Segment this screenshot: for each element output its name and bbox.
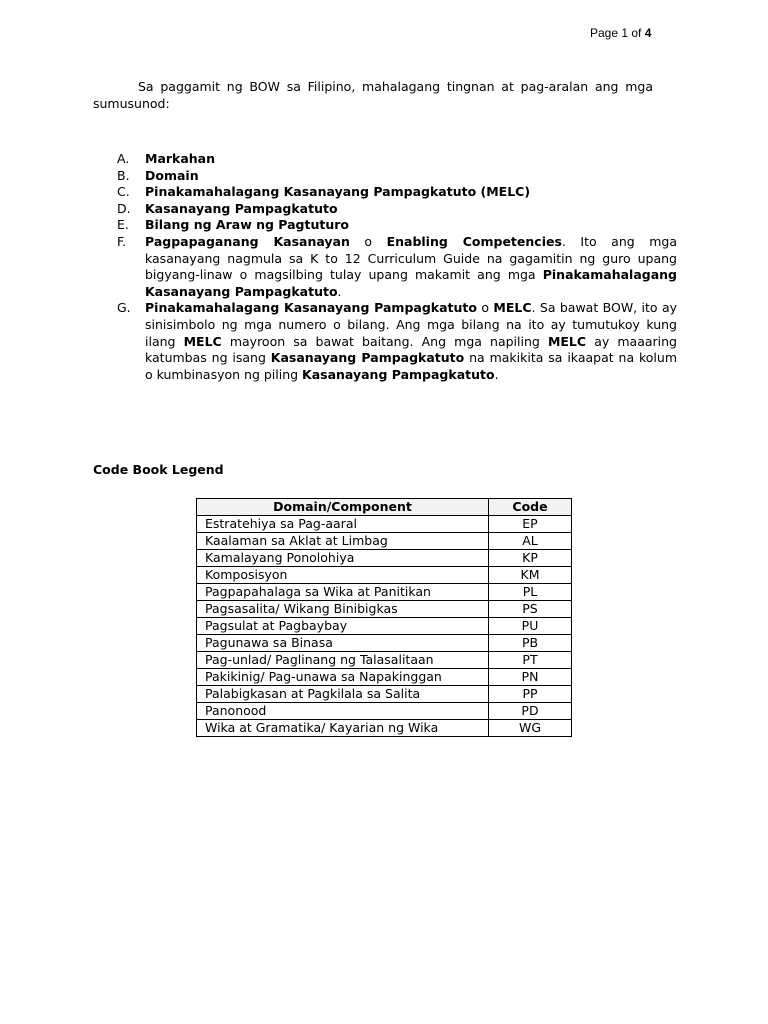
list-item [117,151,677,168]
domain-cell: Panonood [197,703,489,720]
page-number-prefix: Page 1 of [590,26,645,40]
domain-cell: Pagunawa sa Binasa [197,635,489,652]
intro-text: Sa paggamit ng BOW sa Filipino, mahalagang tingnan at pag-aralan ang mga sumusunod: [93,79,653,111]
list-marker: E. [117,217,129,233]
list-marker: F. [117,233,127,249]
domain-cell: Palabigkasan at Pagkilala sa Salita [197,686,489,703]
table-row [197,686,572,703]
text: . Sa bawat BOW, ito ay sinisimbolo ng mga numero o bilang. Ang mga bilang na ito ay tumutukoy kung ilang [145,300,678,349]
page-number [590,26,651,40]
text: na makikita sa ikaapat na kolum o kumbinasyon ng piling [145,350,677,382]
page-number-total: 4 [644,26,652,40]
table-row [197,703,572,720]
domain-cell: Pag-unlad/ Paglinang ng Talasalitaan [197,652,489,669]
table-row [197,567,572,584]
list-item-label: Bilang ng Araw ng Pagtuturo [145,217,350,233]
table-header-row [197,499,572,516]
term: Kasanayang Pampagkatuto [302,366,495,382]
code-cell: PT [489,652,572,669]
text: o [349,233,387,249]
domain-cell: Pakikinig/ Pag-unawa sa Napakinggan [197,669,489,686]
code-cell: AL [489,533,572,550]
table-row [197,669,572,686]
table-row [197,550,572,567]
list-item [117,300,677,383]
intro-paragraph [93,79,653,112]
domain-cell: Wika at Gramatika/ Kayarian ng Wika [197,720,489,737]
table-row [197,652,572,669]
list-item [117,184,677,201]
list-marker: G. [117,300,131,316]
table-row [197,720,572,737]
text: . [337,283,342,299]
list-item [117,168,677,185]
list-item-label: Pinakamahalagang Kasanayang Pampagkatuto (MELC) [145,184,531,200]
text: o [476,300,494,316]
list-item [117,201,677,218]
code-cell: EP [489,516,572,533]
column-header-code: Code [489,499,572,516]
table-row [197,584,572,601]
code-cell: PN [489,669,572,686]
domain-cell: Komposisyon [197,567,489,584]
list-item-label: Markahan [145,151,216,166]
code-cell: WG [489,720,572,737]
domain-cell: Kamalayang Ponolohiya [197,550,489,567]
table-row [197,635,572,652]
code-cell: PP [489,686,572,703]
table-row [197,601,572,618]
domain-cell: Kaalaman sa Aklat at Limbag [197,533,489,550]
list-marker: A. [117,151,130,166]
term: Pagpapaganang Kasanayan [145,233,350,249]
text: . Ito ang mga kasanayang nagmula sa K to 12 Curriculum Guide na gagamitin ng guro upang bigyang-linaw o magsilbing tulay upang makamit ang mga [145,233,677,283]
list-marker: D. [117,200,131,216]
code-book-table [196,498,572,737]
domain-cell: Pagsulat at Pagbaybay [197,618,489,635]
list-item [117,234,677,300]
domain-cell: Pagsasalita/ Wikang Binibigkas [197,601,489,618]
table-row [197,533,572,550]
code-cell: PS [489,601,572,618]
text: ay maaaring katumbas ng isang [145,333,677,366]
topic-list [117,151,677,383]
domain-cell: Estratehiya sa Pag-aaral [197,516,489,533]
term: MELC [493,300,532,316]
text: mayroon sa bawat baitang. Ang mga napiling [221,333,548,349]
term: Pinakamahalagang Kasanayang Pampagkatuto [145,300,477,316]
code-cell: KP [489,550,572,567]
list-item [117,217,677,234]
column-header-domain: Domain/Component [197,499,489,516]
code-cell: PB [489,635,572,652]
legend-title: Code Book Legend [93,462,224,477]
code-cell: KM [489,567,572,584]
list-item-label: Kasanayang Pampagkatuto [145,200,338,216]
list-marker: C. [117,184,130,200]
table-row [197,516,572,533]
table-row [197,618,572,635]
term: Pinakamahalagang Kasanayang Pampagkatuto [145,267,677,299]
term: Enabling Competencies [386,233,562,249]
domain-cell: Pagpapahalaga sa Wika at Panitikan [197,584,489,601]
term: Kasanayang Pampagkatuto [270,350,465,366]
term: MELC [183,333,222,349]
list-marker: B. [117,167,130,183]
term: MELC [547,333,587,349]
code-cell: PL [489,584,572,601]
list-item-label: Domain [145,167,199,183]
code-cell: PD [489,703,572,720]
text: . [494,366,499,382]
code-cell: PU [489,618,572,635]
